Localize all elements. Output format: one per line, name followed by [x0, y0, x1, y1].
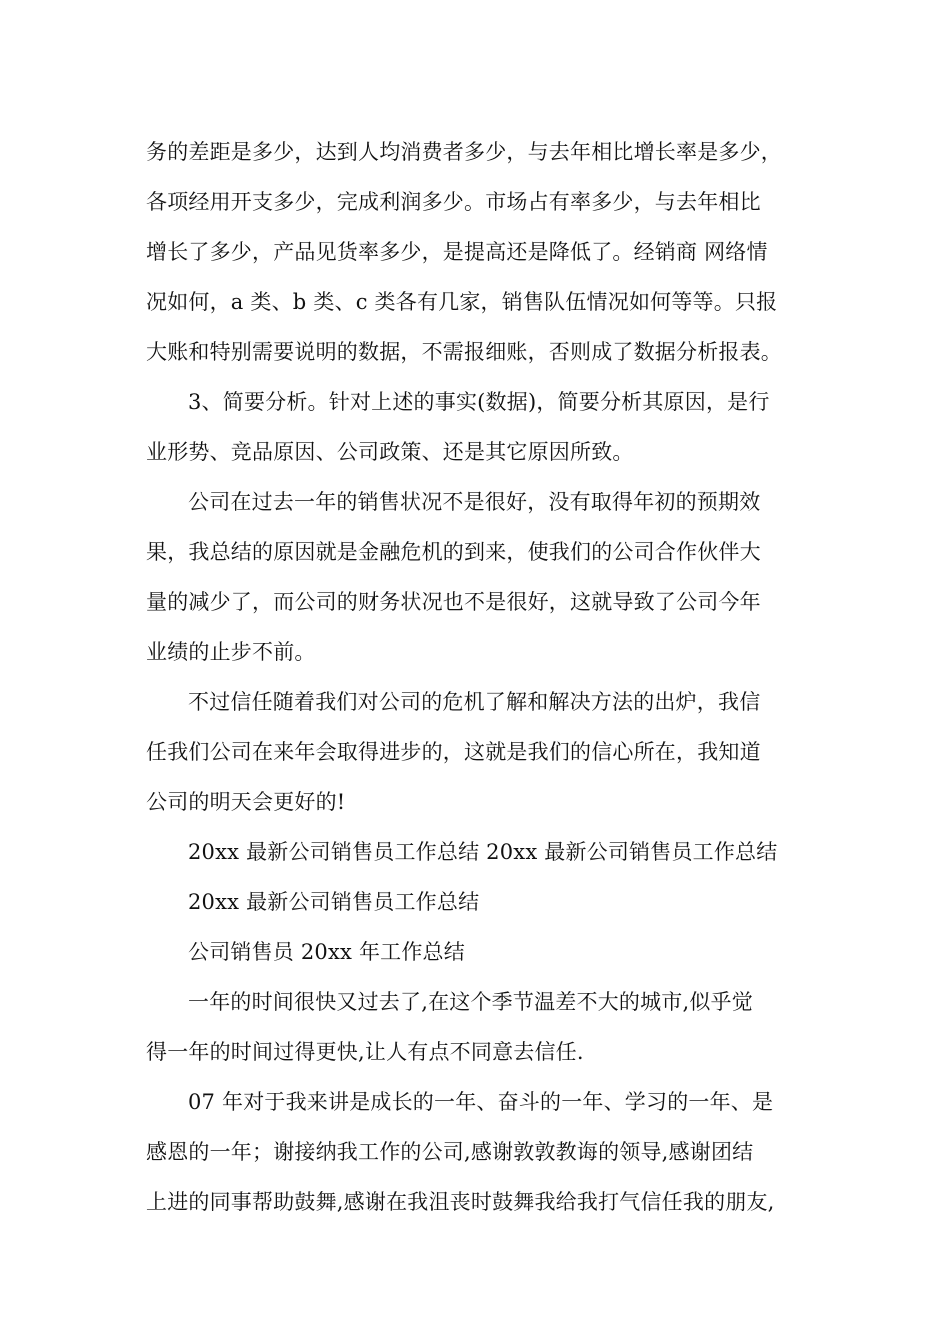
text-line-17: 公司销售员 20xx 年工作总结: [188, 940, 465, 964]
text-line-7: 业形势、竞品原因、公司政策、还是其它原因所致。: [146, 440, 634, 464]
text-line-9: 果，我总结的原因就是金融危机的到来，使我们的公司合作伙伴大: [146, 540, 761, 564]
text-line-1: 务的差距是多少，达到人均消费者多少，与去年相比增长率是多少，: [146, 140, 782, 164]
text-line-5: 大账和特别需要说明的数据，不需报细账，否则成了数据分析报表。: [146, 340, 782, 364]
text-line-4: 况如何，a 类、b 类、c 类各有几家，销售队伍情况如何等等。只报: [146, 290, 778, 314]
text-line-8: 公司在过去一年的销售状况不是很好，没有取得年初的预期效: [188, 490, 761, 514]
text-line-22: 上进的同事帮助鼓舞,感谢在我沮丧时鼓舞我给我打气信任我的朋友,: [146, 1190, 775, 1214]
text-line-6: 3、简要分析。针对上述的事实(数据)，简要分析其原因，是行: [188, 390, 770, 414]
text-line-15: 20xx 最新公司销售员工作总结 20xx 最新公司销售员工作总结: [188, 840, 778, 864]
text-line-3: 增长了多少，产品见货率多少，是提高还是降低了。经销商 网络情: [146, 240, 768, 264]
text-line-21: 感恩的一年；谢接纳我工作的公司,感谢敦敦教诲的领导,感谢团结: [146, 1140, 754, 1164]
text-line-19: 得一年的时间过得更快,让人有点不同意去信任.: [146, 1040, 584, 1064]
document-page: [146, 127, 836, 1227]
text-line-14: 公司的明天会更好的!: [146, 790, 346, 814]
text-line-16: 20xx 最新公司销售员工作总结: [188, 890, 480, 914]
text-line-12: 不过信任随着我们对公司的危机了解和解决方法的出炉，我信: [188, 690, 761, 714]
text-line-13: 任我们公司在来年会取得进步的，这就是我们的信心所在，我知道: [146, 740, 761, 764]
text-line-10: 量的减少了，而公司的财务状况也不是很好，这就导致了公司今年: [146, 590, 761, 614]
text-line-20: 07 年对于我来讲是成长的一年、奋斗的一年、学习的一年、是: [188, 1090, 774, 1114]
text-line-11: 业绩的止步不前。: [146, 640, 316, 664]
text-line-18: 一年的时间很快又过去了,在这个季节温差不大的城市,似乎觉: [188, 990, 753, 1014]
text-line-2: 各项经用开支多少，完成利润多少。市场占有率多少，与去年相比: [146, 190, 761, 214]
